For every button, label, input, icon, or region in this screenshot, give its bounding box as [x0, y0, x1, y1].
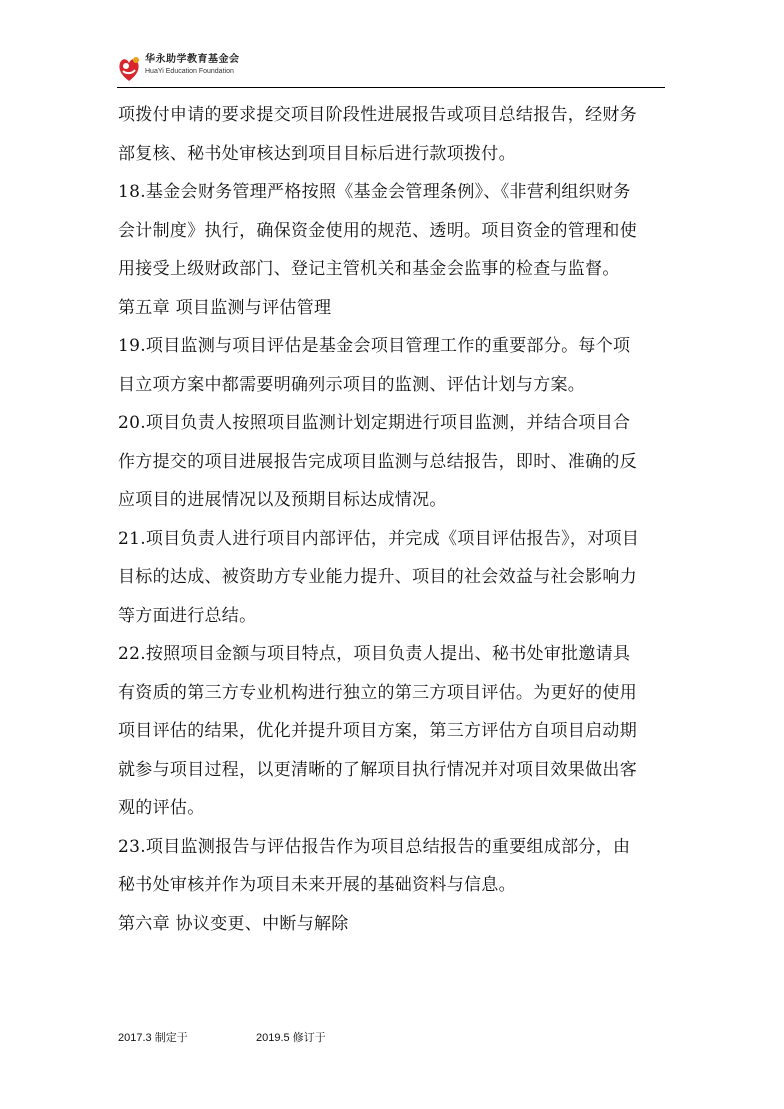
text-line: 项拨付申请的要求提交项目阶段性进展报告或项目总结报告，经财务 [118, 105, 637, 125]
text-line: 秘书处审核并作为项目未来开展的基础资料与信息。 [118, 875, 516, 895]
document-body [118, 96, 666, 943]
text-line: 21.项目负责人进行项目内部评估，并完成《项目评估报告》，对项目 [118, 528, 640, 549]
text-line: 用接受上级财政部门、登记主管机关和基金会监事的检查与监督。 [118, 259, 620, 279]
text-line: 会计制度》执行，确保资金使用的规范、透明。项目资金的管理和使 [118, 220, 637, 241]
text-line: 22.按照项目金额与项目特点，项目负责人提出、秘书处审批邀请具 [118, 644, 631, 664]
text-line: 项目评估的结果，优化并提升项目方案，第三方评估方自项目启动期 [118, 721, 637, 741]
text-line: 有资质的第三方专业机构进行独立的第三方项目评估。为更好的使用 [118, 682, 637, 703]
text-line: 等方面进行总结。 [118, 605, 257, 626]
text-line: 观的评估。 [118, 798, 205, 818]
text-line: 目立项方案中都需要明确列示项目的监测、评估计划与方案。 [118, 374, 586, 395]
chapter-heading: 第六章 协议变更、中断与解除 [118, 913, 349, 934]
text-line: 应项目的进展情况以及预期目标达成情况。 [118, 490, 447, 510]
text-line: 20.项目负责人按照项目监测计划定期进行项目监测，并结合项目合 [118, 413, 631, 433]
text-line: 目标的达成、被资助方专业能力提升、项目的社会效益与社会影响力 [118, 567, 637, 587]
text-line: 作方提交的项目进展报告完成项目监测与总结报告，即时、准确的反 [118, 451, 637, 472]
org-name-cn: 华永助学教育基金会 [145, 54, 240, 65]
text-line: 18.基金会财务管理严格按照《基金会管理条例》、《非营利组织财务 [118, 182, 631, 202]
text-line: 19.项目监测与项目评估是基金会项目管理工作的重要部分。每个项 [118, 336, 631, 356]
foundation-logo-icon [117, 55, 141, 83]
established-date: 2017.3 制定于 [118, 1032, 188, 1044]
text-line: 部复核、秘书处审核达到项目目标后进行款项拨付。 [118, 143, 516, 164]
text-line: 23.项目监测报告与评估报告作为项目总结报告的重要组成部分，由 [118, 836, 631, 857]
org-name-en: HuaYi Education Foundation [145, 68, 234, 75]
revised-date: 2019.5 修订于 [256, 1032, 326, 1044]
header-divider [117, 87, 665, 88]
letterhead [117, 53, 665, 87]
page-footer [118, 1029, 326, 1045]
letterhead-text [145, 53, 240, 77]
chapter-heading: 第五章 项目监测与评估管理 [118, 297, 332, 318]
text-line: 就参与项目过程，以更清晰的了解项目执行情况并对项目效果做出客 [118, 759, 637, 780]
